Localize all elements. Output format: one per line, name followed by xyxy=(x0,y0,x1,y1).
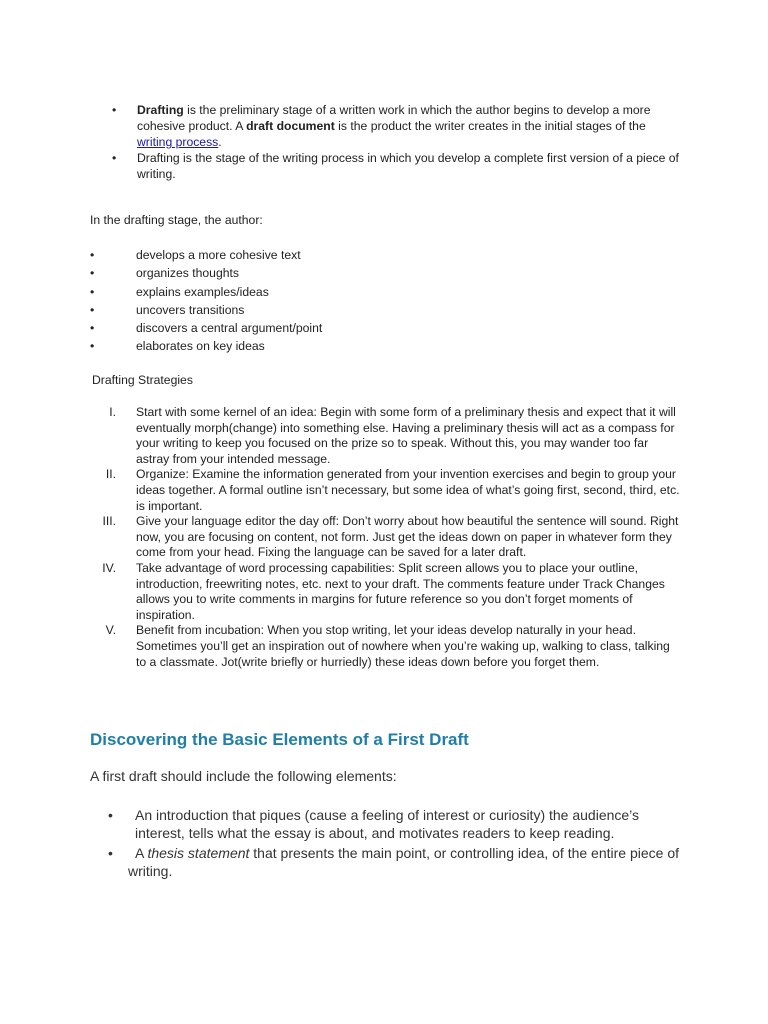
list-item: • uncovers transitions xyxy=(90,302,245,317)
term-drafting: Drafting xyxy=(137,103,184,117)
item-number: I. xyxy=(109,405,116,419)
bullet: • xyxy=(90,248,95,262)
writing-process-link[interactable]: writing process xyxy=(137,135,219,149)
elements-list xyxy=(108,806,680,882)
bullet: • xyxy=(90,266,95,281)
strategies-list xyxy=(90,405,680,670)
list-item: • develops a more cohesive text xyxy=(90,248,301,262)
list-item: • Drafting is the preliminary stage of a written work in which the author begins to develop a more cohesive product. A draft document is the product the writer creates in the initial stages of the writing process. xyxy=(112,103,651,149)
list-item: • discovers a central argument/point xyxy=(90,321,323,336)
intro-line: In the drafting stage, the author: xyxy=(90,213,263,227)
bullet: • xyxy=(90,321,95,336)
bullet: • xyxy=(90,339,95,354)
stage-list xyxy=(90,247,322,357)
definition-list xyxy=(112,102,682,182)
list-item: III. Give your language editor the day off: Don’t worry about how beautiful the sentence will sound. Right now, you are focusing on content, not form. Just get the ideas down on paper in whatever form they come from your head. Fixing the language can be saved for a later draft. xyxy=(90,514,680,561)
list-item: • explains examples/ideas xyxy=(90,284,269,299)
list-item: I. Start with some kernel of an idea: Begin with some form of a preliminary thesis and expect that it will eventually morph(change) into something else. Having a preliminary thesis will act as a compass for your writing to keep you focused on the prize so to speak. Without this, you may wander too far astray from your intended message. xyxy=(90,405,680,467)
list-item: • An introduction that piques (cause a feeling of interest or curiosity) the audience’s interest, tells what the essay is about, and motivates readers to keep reading. xyxy=(108,807,640,841)
thesis-statement-term: thesis statement xyxy=(147,845,250,861)
item-number: V. xyxy=(105,623,116,638)
item-number: III. xyxy=(102,514,116,529)
lead-paragraph: A first draft should include the following elements: xyxy=(90,768,397,784)
list-item: • Drafting is the stage of the writing process in which you develop a complete first version of a piece of writing. xyxy=(112,151,679,181)
bullet: • xyxy=(112,103,117,117)
bullet: • xyxy=(108,807,113,823)
bullet: • xyxy=(108,845,113,861)
strategies-heading: Drafting Strategies xyxy=(92,373,193,387)
list-item: • organizes thoughts xyxy=(90,266,239,281)
list-item: IV. Take advantage of word processing capabilities: Split screen allows you to place your outline, introduction, freewriting notes, etc. next to your draft. The comments feature under Track Changes allows you to write comments in margins for future reference so you don’t forget moments of inspiration. xyxy=(90,561,680,623)
item-number: IV. xyxy=(102,560,116,575)
item-number: II. xyxy=(105,467,116,482)
list-item: V. Benefit from incubation: When you stop writing, let your ideas develop naturally in your head. Sometimes you’ll get an inspiration out of nowhere when you’re waking up, walking to class, talking to a classmate. Jot(write briefly or hurriedly) these ideas down before you forget them. xyxy=(90,623,680,670)
list-item: II. Organize: Examine the information generated from your invention exercises and begin to group your ideas together. A formal outline isn’t necessary, but some idea of what’s going first, second, third, etc. is important. xyxy=(90,467,680,514)
bullet: • xyxy=(112,151,117,165)
list-item: • A thesis statement that presents the main point, or controlling idea, of the entire piece of writing. xyxy=(108,845,679,879)
section-title: Discovering the Basic Elements of a First Draft xyxy=(90,730,469,749)
term-draft-document: draft document xyxy=(246,119,335,133)
bullet: • xyxy=(90,302,95,317)
bullet: • xyxy=(90,284,95,299)
list-item: • elaborates on key ideas xyxy=(90,339,265,354)
